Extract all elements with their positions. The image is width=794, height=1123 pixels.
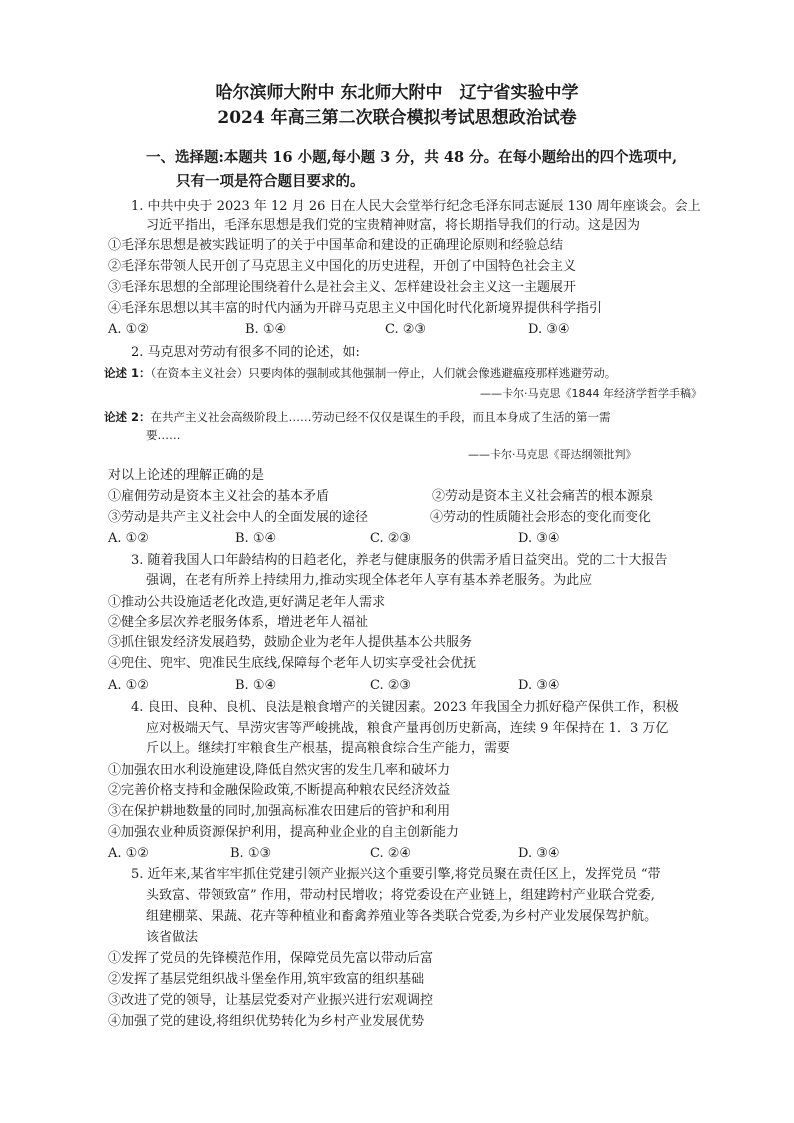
q2-quote2-label: 论述 2： [104,410,151,424]
q2-quote2-text: 在共产主义社会高级阶段上……劳动已经不仅仅是谋生的手段，而且本身成了生活的第一需 [150,410,611,424]
q3-option-c: C. ②③ [370,678,412,693]
q4-option-c: C. ②④ [370,846,412,861]
q2-quote1-text: （在资本主义社会）只要肉体的强制或其他强制一停止，人们就会像逃避瘟疫那样逃避劳动。 [150,366,617,380]
q3-item-2: ②健全多层次养老服务体系，增进老年人福祉 [108,615,369,630]
q3-item-3: ③抓住银发经济发展趋势，鼓励企业为老年人提供基本公共服务 [108,635,473,650]
q2-item-2: ②劳动是资本主义社会痛苦的根本源泉 [432,489,654,504]
q2-quote2 [104,408,611,426]
q4-item-2: ②完善价格支持和金融保险政策,不断提高种粮农民经济效益 [108,783,451,798]
q2-option-d: D. ③④ [518,531,560,546]
q2-quote2-source: ——卡尔·马克思《哥达纲领批判》 [468,448,637,461]
q5-item-1: ①发挥了党员的先锋模范作用，保障党员先富以带动后富 [108,951,434,966]
q5-item-2: ②发挥了基层党组织战斗堡垒作用,筑牢致富的组织基础 [108,972,425,987]
q1-stem-line2: 习近平指出，毛泽东思想是我们党的宝贵精神财富，将长期指导我们的行动。这是因为 [146,218,641,233]
q4-option-b: B. ①③ [230,846,272,861]
section-heading-line1: 一、选择题:本题共 16 小题,每小题 3 分，共 48 分。在每小题给出的四个选项中, [146,149,678,166]
q2-option-b: B. ①④ [235,531,277,546]
q3-option-b: B. ①④ [235,678,277,693]
q2-item-3: ③劳动是共产主义社会中人的全面发展的途径 [108,510,369,525]
q1-item-2: ②毛泽东带领人民开创了马克思主义中国化的历史进程，开创了中国特色社会主义 [108,259,577,274]
q5-item-4: ④加强了党的建设,将组织优势转化为乡村产业发展优势 [108,1014,425,1029]
q1-item-3: ③毛泽东思想的全部理论围绕着什么是社会主义、怎样建设社会主义这一主题展开 [108,280,577,295]
q2-quote1-source: ——卡尔·马克思《1844 年经济学哲学手稿》 [480,387,702,400]
q2-item-1: ①雇佣劳动是资本主义社会的基本矛盾 [108,489,330,504]
q2-quote1 [104,364,616,382]
q2-option-c: C. ②③ [370,531,412,546]
q5-stem-line2: 头致富、带领致富” 作用，带动村民增收；将党委设在产业链上，组建跨村产业联合党委, [146,888,655,903]
q5-stem-line4: 该省做法 [146,930,199,945]
q5-stem-line3: 组建棚菜、果蔬、花卉等种植业和畜禽养殖业等各类联合党委,为乡村产业发展保驾护航。 [146,909,658,924]
q1-option-b: B. ①④ [245,322,287,337]
q5-item-3: ③改进了党的领导，让基层党委对产业振兴进行宏观调控 [108,993,434,1008]
q2-stem: 2. 马克思对劳动有很多不同的论述，如: [131,345,360,360]
q4-option-a: A. ①② [108,846,149,861]
q4-item-4: ④加强农业种质资源保护利用，提高种业企业的自主创新能力 [108,825,460,840]
q1-item-4: ④毛泽东思想以其丰富的时代内涵为开辟马克思主义中国化时代化新境界提供科学指引 [108,301,603,316]
q3-stem-line1: 3. 随着我国人口年龄结构的日趋老化，养老与健康服务的供需矛盾日益突出。党的二十大报告 [131,553,668,568]
q3-stem-line2: 强调，在老有所养上持续用力,推动实现全体老年人享有基本养老服务。为此应 [146,573,593,588]
q2-quote2-cont: 要…… [146,428,181,442]
q3-item-4: ④兜住、兜牢、兜准民生底线,保障每个老年人切实享受社会优抚 [108,656,477,671]
q4-stem-line3: 斤以上。继续打牢粮食生产根基，提高粮食综合生产能力，需要 [146,741,511,756]
q4-item-3: ③在保护耕地数量的同时,加强高标准农田建后的管护和利用 [108,804,451,819]
q4-option-d: D. ③④ [518,846,560,861]
q1-option-a: A. ①② [108,322,149,337]
q3-option-d: D. ③④ [518,678,560,693]
q3-option-a: A. ①② [108,678,149,693]
q1-option-d: D. ③④ [528,322,570,337]
q1-item-1: ①毛泽东思想是被实践证明了的关于中国革命和建设的正确理论原则和经验总结 [108,238,564,253]
q1-stem-line1: 1. 中共中央于 2023 年 12 月 26 日在人民大会堂举行纪念毛泽东同志诞辰 130 周年座谈会。会上 [131,199,701,214]
q2-item-4: ④劳动的性质随社会形态的变化而变化 [430,510,652,525]
school-names: 哈尔滨师大附中 东北师大附中 辽宁省实验中学 [215,83,579,103]
q1-option-c: C. ②③ [385,322,427,337]
q4-stem-line2: 应对极端天气、旱涝灾害等严峻挑战，粮食产量再创历史新高，连续 9 年保持在 1．3 万亿 [146,721,669,736]
q4-stem-line1: 4. 良田、良种、良机、良法是粮食增产的关键因素。2023 年我国全力抓好稳产保供工作，积极 [131,700,679,715]
q2-option-a: A. ①② [108,531,149,546]
q5-stem-line1: 5. 近年来,某省牢牢抓住党建引领产业振兴这个重要引擎,将党员聚在责任区上，发挥党员 “带 [131,867,661,882]
q4-item-1: ①加强农田水利设施建设,降低自然灾害的发生几率和破坏力 [108,763,451,778]
q2-quote1-label: 论述 1： [104,366,151,380]
exam-title: 2024 年高三第二次联合模拟考试思想政治试卷 [217,108,577,128]
section-heading-line2: 只有一项是符合题目要求的。 [176,173,365,190]
q3-item-1: ①推动公共设施适老化改造,更好满足老年人需求 [108,595,386,610]
q2-question: 对以上论述的理解正确的是 [108,468,265,483]
